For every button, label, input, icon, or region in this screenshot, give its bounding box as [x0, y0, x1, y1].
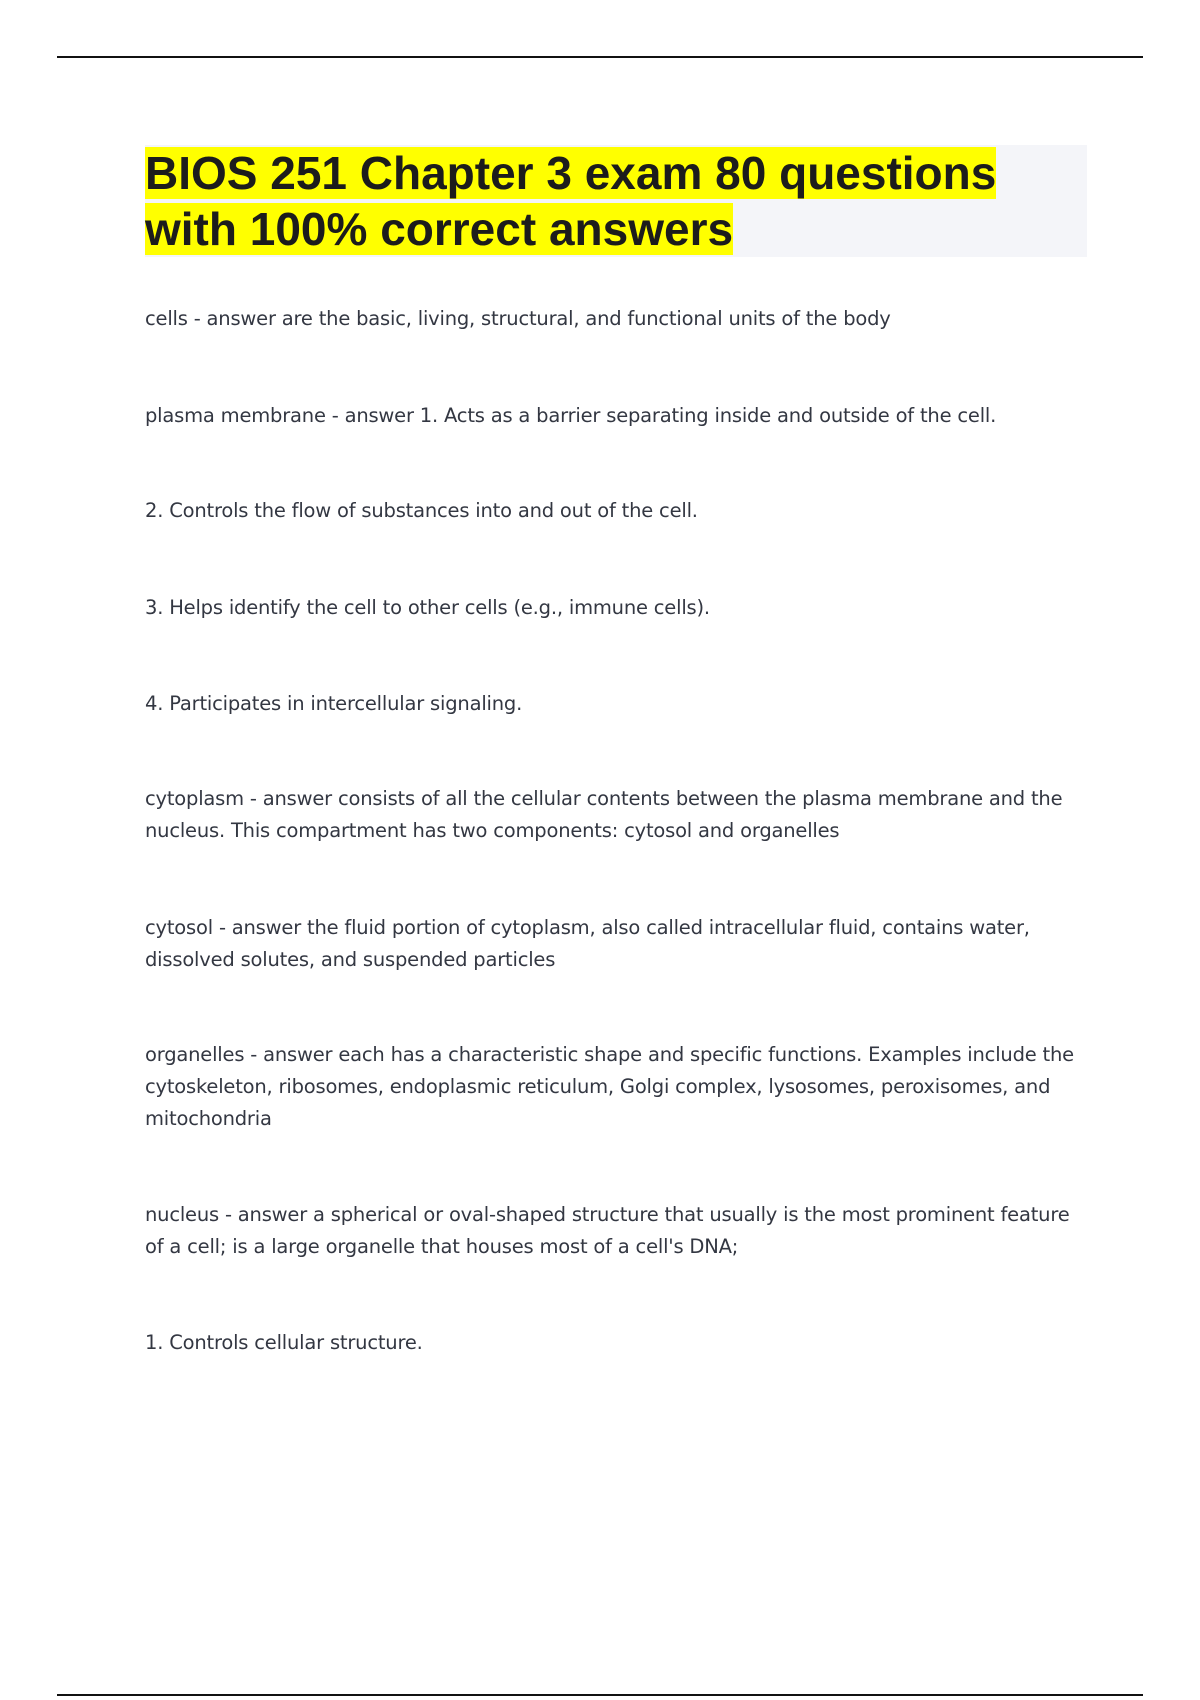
document-title	[145, 145, 1087, 257]
entry-nucleus-1: 1. Controls cellular structure.	[145, 1331, 423, 1354]
entry-cells: cells - answer are the basic, living, structural, and functional units of the body	[145, 307, 891, 330]
bottom-rule	[57, 1694, 1143, 1696]
entry-plasma-membrane-3: 3. Helps identify the cell to other cells (e.g., immune cells).	[145, 596, 710, 619]
title-block	[145, 145, 1087, 257]
title-highlight: BIOS 251 Chapter 3 exam 80 questions with 100% correct answers	[145, 147, 997, 255]
top-rule	[57, 56, 1143, 58]
entry-cytosol: cytosol - answer the fluid portion of cytoplasm, also called intracellular fluid, contains water, dissolved solutes, and suspended particles	[145, 916, 1030, 971]
entry-plasma-membrane: plasma membrane - answer 1. Acts as a barrier separating inside and outside of the cell.	[145, 404, 997, 427]
entry-plasma-membrane-2: 2. Controls the flow of substances into and out of the cell.	[145, 499, 698, 522]
entry-organelles: organelles - answer each has a characteristic shape and specific functions. Examples include the cytoskeleton, ribosomes, endoplasmic reticulum, Golgi complex, lysosomes, peroxisomes, and mitochondria	[145, 1043, 1074, 1130]
entry-cytoplasm: cytoplasm - answer consists of all the cellular contents between the plasma membrane and the nucleus. This compartment has two components: cytosol and organelles	[145, 787, 1063, 842]
entry-nucleus: nucleus - answer a spherical or oval-shaped structure that usually is the most prominent feature of a cell; is a large organelle that houses most of a cell's DNA;	[145, 1203, 1070, 1258]
entry-plasma-membrane-4: 4. Participates in intercellular signaling.	[145, 692, 523, 715]
